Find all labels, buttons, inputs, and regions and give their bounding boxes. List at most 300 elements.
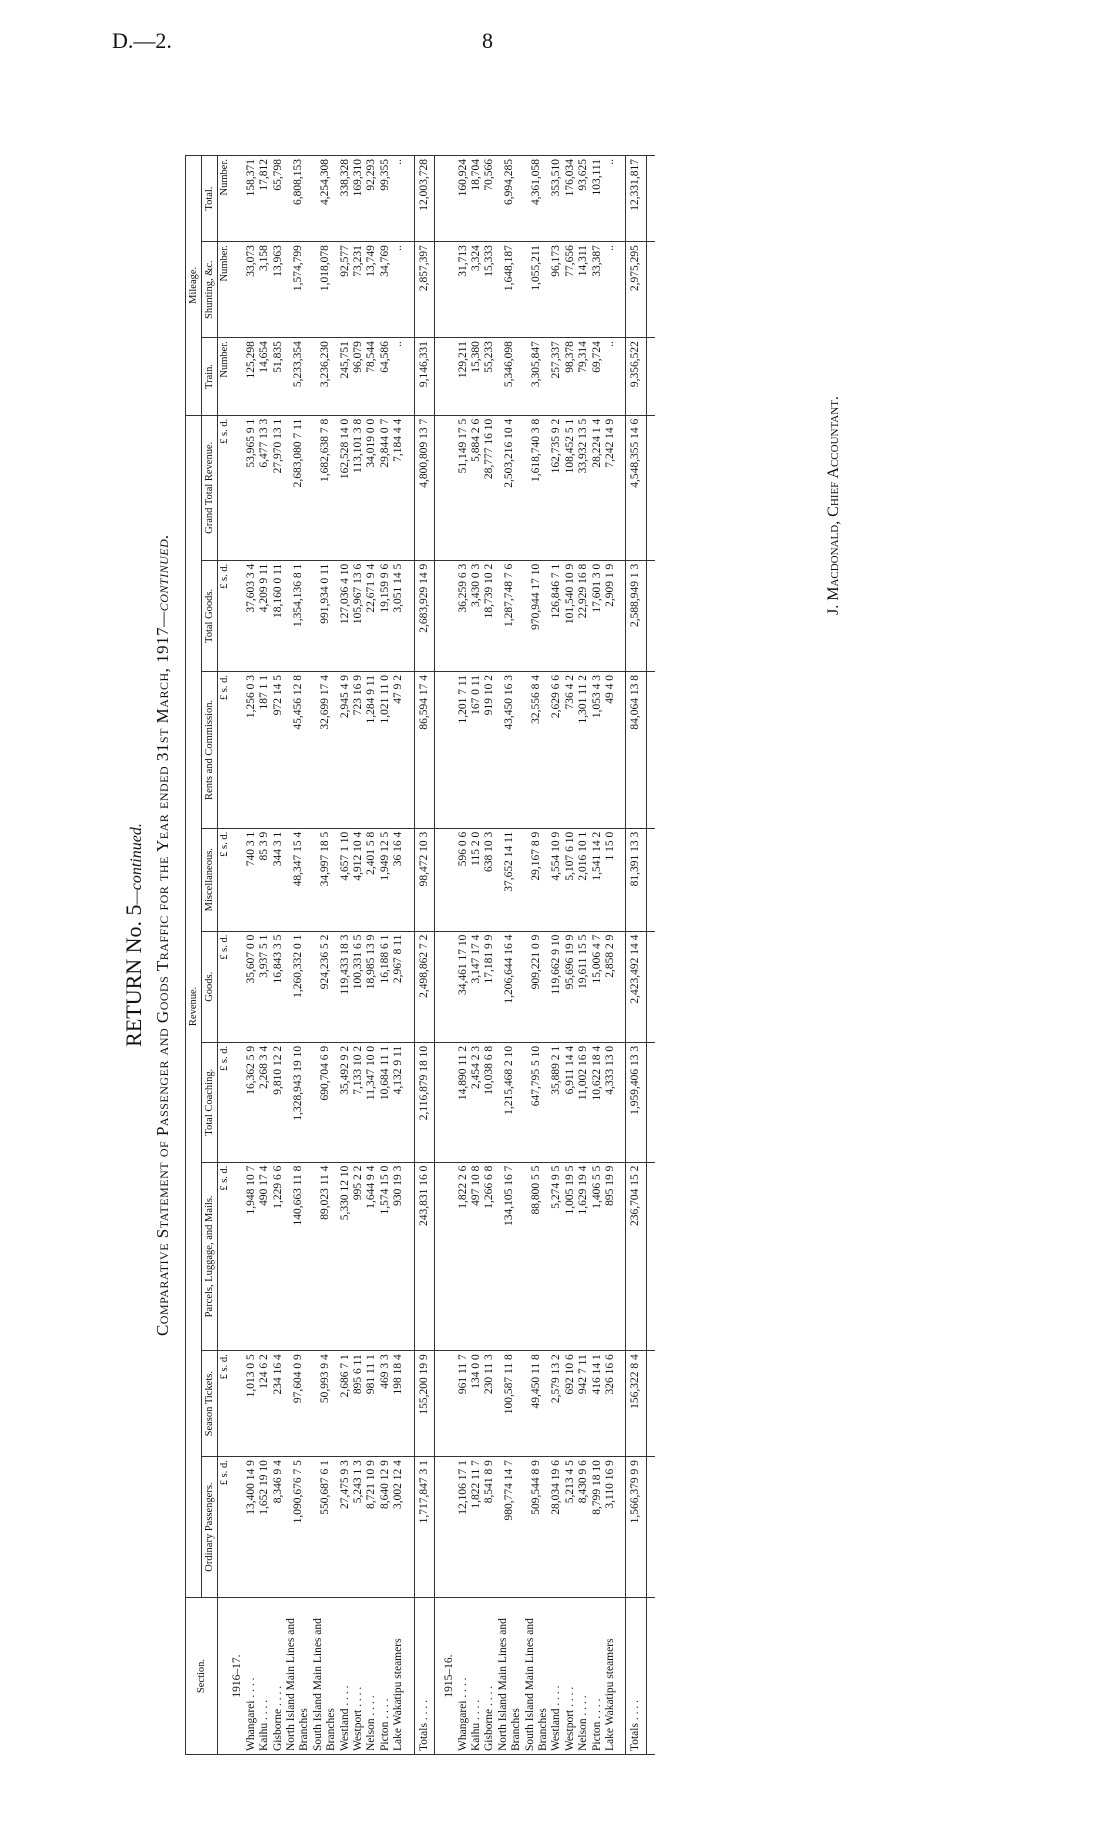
value-cell <box>443 828 456 931</box>
value-cell: 1,053 4 3 <box>591 672 604 829</box>
value-cell: 245,751 <box>339 338 352 416</box>
value-cell: 93,625 <box>577 156 590 242</box>
column-header: Train. <box>202 338 218 416</box>
value-cell: 124 6 2 <box>258 1351 271 1457</box>
value-cell: 5,274 9 5 <box>550 1162 563 1351</box>
section-cell: South Island Main Lines and Branches <box>312 1598 339 1755</box>
value-cell: 1,013 0 5 <box>245 1351 258 1457</box>
value-cell: 37,603 3 4 <box>245 560 258 671</box>
value-cell: 2,503,216 10 4 <box>497 415 524 560</box>
value-cell: 2,498,862 7 2 <box>414 931 434 1042</box>
totals-row <box>414 156 434 1755</box>
value-cell: 550,687 6 1 <box>312 1457 339 1598</box>
value-cell <box>231 338 244 416</box>
value-cell: 35,492 9 2 <box>339 1042 352 1162</box>
value-cell: 65,798 <box>272 156 285 242</box>
value-cell: £ s. d. <box>218 560 232 671</box>
value-cell <box>443 931 456 1042</box>
section-cell: Totals . . . . <box>414 1598 434 1755</box>
value-cell: 9,356,522 <box>626 338 646 416</box>
value-cell: 35,607 0 0 <box>245 931 258 1042</box>
section-cell <box>218 1598 232 1755</box>
value-cell: 1,949 12 5 <box>379 828 392 931</box>
value-cell: 1,717,847 3 1 <box>414 1457 434 1598</box>
year-row <box>231 156 244 1755</box>
value-cell <box>406 338 415 416</box>
value-cell: 11,002 16 9 <box>577 1042 590 1162</box>
value-cell: 34,461 17 10 <box>457 931 470 1042</box>
value-cell: 2,579 13 2 <box>550 1351 563 1457</box>
value-cell: 167 0 11 <box>470 672 483 829</box>
section-header: Section. <box>186 1598 218 1755</box>
value-cell <box>231 1351 244 1457</box>
column-header: Parcels, Luggage, and Mails. <box>202 1162 218 1351</box>
table-row <box>312 156 339 1755</box>
value-cell: 3,147 17 4 <box>470 931 483 1042</box>
value-cell: 3,110 16 9 <box>604 1457 617 1598</box>
value-cell: 33,387 <box>591 242 604 338</box>
value-cell: 125,298 <box>245 338 258 416</box>
table-row <box>497 156 524 1755</box>
value-cell: 187 1 1 <box>258 672 271 829</box>
return-title-continued: —continued. <box>128 823 145 905</box>
spacer-row <box>435 156 444 1755</box>
value-cell: 51,835 <box>272 338 285 416</box>
value-cell: £ s. d. <box>218 1042 232 1162</box>
value-cell: 8,799 18 10 <box>591 1457 604 1598</box>
column-header: Total Goods. <box>202 560 218 671</box>
value-cell: 243,831 16 0 <box>414 1162 434 1351</box>
value-cell: 972 14 5 <box>272 672 285 829</box>
value-cell: 1,055,211 <box>524 242 551 338</box>
statement-title-continued: —continued. <box>153 533 172 627</box>
section-cell: Gisborne . . . . <box>483 1598 496 1755</box>
value-cell: 134 0 0 <box>470 1351 483 1457</box>
table-row <box>379 156 392 1755</box>
value-cell: 9,146,331 <box>414 338 434 416</box>
value-cell <box>617 242 626 338</box>
value-cell: 980,774 14 7 <box>497 1457 524 1598</box>
value-cell <box>231 560 244 671</box>
value-cell: 2,857,397 <box>414 242 434 338</box>
value-cell: 77,656 <box>564 242 577 338</box>
value-cell: 34,769 <box>379 242 392 338</box>
value-cell: 8,430 9 6 <box>577 1457 590 1598</box>
value-cell: 1,644 9 4 <box>365 1162 378 1351</box>
value-cell: 92,577 <box>339 242 352 338</box>
section-cell: North Island Main Lines and Branches <box>497 1598 524 1755</box>
value-cell: Number. <box>218 242 232 338</box>
value-cell: 2,016 10 1 <box>577 828 590 931</box>
value-cell: 8,346 9 4 <box>272 1457 285 1598</box>
value-cell: 176,034 <box>564 156 577 242</box>
value-cell: 49 4 0 <box>604 672 617 829</box>
column-header: Goods. <box>202 931 218 1042</box>
value-cell: 95,696 19 9 <box>564 931 577 1042</box>
value-cell <box>443 1457 456 1598</box>
value-cell <box>646 560 655 671</box>
section-cell: Lake Wakatipu steamers <box>392 1598 405 1755</box>
value-cell: Number. <box>218 156 232 242</box>
value-cell: 3,937 5 1 <box>258 931 271 1042</box>
table-row <box>245 156 258 1755</box>
value-cell: 78,544 <box>365 338 378 416</box>
value-cell <box>406 560 415 671</box>
value-cell: 17,181 9 9 <box>483 931 496 1042</box>
value-cell: 596 0 6 <box>457 828 470 931</box>
value-cell: 2,268 3 4 <box>258 1042 271 1162</box>
table-row <box>470 156 483 1755</box>
value-cell <box>435 560 444 671</box>
value-cell <box>231 156 244 242</box>
value-cell: 4,361,058 <box>524 156 551 242</box>
value-cell: 7,184 4 4 <box>392 415 405 560</box>
statement-title-text: Comparative Statement of Passenger and Goods Traffic for the Year ended 31st March, 1917 <box>153 626 172 1337</box>
value-cell <box>443 560 456 671</box>
value-cell: 942 7 11 <box>577 1351 590 1457</box>
value-cell <box>435 1457 444 1598</box>
table-row <box>339 156 352 1755</box>
section-cell: 1915–16. <box>443 1598 456 1755</box>
value-cell <box>406 931 415 1042</box>
value-cell: 53,965 9 1 <box>245 415 258 560</box>
value-cell: 162,528 14 0 <box>339 415 352 560</box>
value-cell: 8,541 8 9 <box>483 1457 496 1598</box>
value-cell: 919 10 2 <box>483 672 496 829</box>
value-cell: 5,346,098 <box>497 338 524 416</box>
value-cell <box>406 828 415 931</box>
value-cell: 1,229 6 6 <box>272 1162 285 1351</box>
value-cell: 3,305,847 <box>524 338 551 416</box>
value-cell <box>646 1457 655 1598</box>
table-row <box>550 156 563 1755</box>
section-cell: Kaihu . . . . <box>258 1598 271 1755</box>
value-cell: 129,211 <box>457 338 470 416</box>
value-cell: 1,406 5 5 <box>591 1162 604 1351</box>
table-row <box>285 156 312 1755</box>
value-cell: 12,106 17 1 <box>457 1457 470 1598</box>
value-cell <box>406 156 415 242</box>
value-cell: 236,704 15 2 <box>626 1162 646 1351</box>
value-cell: 2,116,879 18 10 <box>414 1042 434 1162</box>
value-cell <box>435 1351 444 1457</box>
value-cell: 2,858 2 9 <box>604 931 617 1042</box>
section-cell: Gisborne . . . . <box>272 1598 285 1755</box>
section-cell: Westport . . . . <box>352 1598 365 1755</box>
value-cell: 3,324 <box>470 242 483 338</box>
value-cell: 1,822 2 6 <box>457 1162 470 1351</box>
column-header: Rents and Commission. <box>202 672 218 829</box>
value-cell <box>406 1042 415 1162</box>
value-cell: 50,993 9 4 <box>312 1351 339 1457</box>
value-cell: 344 3 1 <box>272 828 285 931</box>
value-cell: 12,003,728 <box>414 156 434 242</box>
value-cell: 92,293 <box>365 156 378 242</box>
value-cell: 1,287,748 7 6 <box>497 560 524 671</box>
value-cell <box>406 1351 415 1457</box>
value-cell <box>646 156 655 242</box>
value-cell: 12,331,817 <box>626 156 646 242</box>
value-cell <box>646 1351 655 1457</box>
table-row <box>591 156 604 1755</box>
value-cell: 2,423,492 14 4 <box>626 931 646 1042</box>
value-cell: 113,101 3 8 <box>352 415 365 560</box>
value-cell: 14,890 11 2 <box>457 1042 470 1162</box>
value-cell: 353,510 <box>550 156 563 242</box>
value-cell: 73,231 <box>352 242 365 338</box>
value-cell: 2,629 6 6 <box>550 672 563 829</box>
value-cell: 1,256 0 3 <box>245 672 258 829</box>
column-header: Total Coaching. <box>202 1042 218 1162</box>
value-cell: 81,391 13 3 <box>626 828 646 931</box>
value-cell <box>231 931 244 1042</box>
value-cell: 1,682,638 7 8 <box>312 415 339 560</box>
value-cell <box>443 156 456 242</box>
value-cell: 8,640 12 9 <box>379 1457 392 1598</box>
value-cell: 70,566 <box>483 156 496 242</box>
value-cell <box>617 338 626 416</box>
value-cell: 5,107 6 10 <box>564 828 577 931</box>
value-cell: 970,944 17 10 <box>524 560 551 671</box>
value-cell: 14,654 <box>258 338 271 416</box>
section-cell: Westland . . . . <box>550 1598 563 1755</box>
value-cell: 15,333 <box>483 242 496 338</box>
value-cell: 6,808,153 <box>285 156 312 242</box>
value-cell: 28,224 1 4 <box>591 415 604 560</box>
value-cell: 100,331 6 5 <box>352 931 365 1042</box>
totals-row <box>626 156 646 1755</box>
section-cell <box>646 1598 655 1755</box>
spacer-row <box>406 156 415 1755</box>
value-cell <box>617 828 626 931</box>
value-cell: 895 6 11 <box>352 1351 365 1457</box>
value-cell: 108,452 5 1 <box>564 415 577 560</box>
value-cell: 3,158 <box>258 242 271 338</box>
value-cell <box>443 1351 456 1457</box>
section-cell: Lake Wakatipu steamers <box>604 1598 617 1755</box>
value-cell: 2,909 1 9 <box>604 560 617 671</box>
statement-title <box>153 85 173 1785</box>
value-cell: 469 3 3 <box>379 1351 392 1457</box>
revenue-header: Revenue. <box>186 415 202 1597</box>
value-cell: 4,912 10 4 <box>352 828 365 931</box>
value-cell: 1,206,644 16 4 <box>497 931 524 1042</box>
value-cell: 18,160 0 11 <box>272 560 285 671</box>
value-cell: 4,554 10 9 <box>550 828 563 931</box>
value-cell: 2,683,929 14 9 <box>414 560 434 671</box>
column-header: Season Tickets. <box>202 1351 218 1457</box>
value-cell: 723 16 9 <box>352 672 365 829</box>
value-cell: 51,149 17 5 <box>457 415 470 560</box>
value-cell: 234 16 4 <box>272 1351 285 1457</box>
value-cell: 981 11 1 <box>365 1351 378 1457</box>
value-cell <box>231 415 244 560</box>
value-cell: 101,540 10 9 <box>564 560 577 671</box>
value-cell: 5,233,354 <box>285 338 312 416</box>
spacer-row <box>617 156 626 1755</box>
value-cell: 34,997 18 5 <box>312 828 339 931</box>
value-cell <box>617 1042 626 1162</box>
value-cell: 1,648,187 <box>497 242 524 338</box>
table-row <box>352 156 365 1755</box>
value-cell: £ s. d. <box>218 1351 232 1457</box>
value-cell: .. <box>392 242 405 338</box>
section-cell: Nelson . . . . <box>365 1598 378 1755</box>
value-cell: 1,566,379 9 9 <box>626 1457 646 1598</box>
value-cell: 13,749 <box>365 242 378 338</box>
value-cell <box>646 828 655 931</box>
value-cell: 1,328,943 19 10 <box>285 1042 312 1162</box>
column-header: Shunting, &c. <box>202 242 218 338</box>
value-cell: 4,132 9 11 <box>392 1042 405 1162</box>
section-cell: Whangarei . . . . <box>457 1598 470 1755</box>
value-cell <box>443 242 456 338</box>
value-cell: 1,018,078 <box>312 242 339 338</box>
value-cell: 19,159 9 6 <box>379 560 392 671</box>
value-cell: 2,975,295 <box>626 242 646 338</box>
value-cell: 100,587 11 8 <box>497 1351 524 1457</box>
section-cell <box>406 1598 415 1755</box>
value-cell: 4,548,355 14 6 <box>626 415 646 560</box>
value-cell <box>231 242 244 338</box>
column-header: Miscellaneous. <box>202 828 218 931</box>
value-cell: 31,713 <box>457 242 470 338</box>
section-cell: Westland . . . . <box>339 1598 352 1755</box>
value-cell <box>406 1162 415 1351</box>
value-cell <box>646 242 655 338</box>
value-cell: 29,844 0 7 <box>379 415 392 560</box>
units-row <box>218 156 232 1755</box>
value-cell: 34,019 0 0 <box>365 415 378 560</box>
column-header: Total. <box>202 156 218 242</box>
section-cell: 1916–17. <box>231 1598 244 1755</box>
value-cell: 85 3 9 <box>258 828 271 931</box>
value-cell: 257,337 <box>550 338 563 416</box>
value-cell: 930 19 3 <box>392 1162 405 1351</box>
value-cell: 1,574,799 <box>285 242 312 338</box>
value-cell: 690,704 6 9 <box>312 1042 339 1162</box>
value-cell: 15,006 4 7 <box>591 931 604 1042</box>
value-cell: 162,735 9 2 <box>550 415 563 560</box>
value-cell: 895 19 9 <box>604 1162 617 1351</box>
value-cell: 15,380 <box>470 338 483 416</box>
value-cell: 8,721 10 9 <box>365 1457 378 1598</box>
value-cell <box>646 1162 655 1351</box>
value-cell: 16,188 6 1 <box>379 931 392 1042</box>
value-cell: 1,618,740 3 8 <box>524 415 551 560</box>
value-cell <box>443 1042 456 1162</box>
value-cell: 1,354,136 8 1 <box>285 560 312 671</box>
value-cell: 1,090,676 7 5 <box>285 1457 312 1598</box>
value-cell <box>435 338 444 416</box>
value-cell: 45,456 12 8 <box>285 672 312 829</box>
mileage-header: Mileage. <box>186 156 202 416</box>
value-cell: 48,347 15 4 <box>285 828 312 931</box>
value-cell: .. <box>392 338 405 416</box>
value-cell <box>435 1162 444 1351</box>
value-cell <box>435 828 444 931</box>
value-cell: 338,328 <box>339 156 352 242</box>
value-cell: 909,221 0 9 <box>524 931 551 1042</box>
value-cell: 11,347 10 0 <box>365 1042 378 1162</box>
value-cell: 1,021 11 0 <box>379 672 392 829</box>
value-cell: 140,663 11 8 <box>285 1162 312 1351</box>
value-cell: £ s. d. <box>218 1457 232 1598</box>
return-title <box>121 85 147 1785</box>
value-cell: 736 4 2 <box>564 672 577 829</box>
value-cell: 961 11 7 <box>457 1351 470 1457</box>
value-cell: 1 15 0 <box>604 828 617 931</box>
value-cell: 3,236,230 <box>312 338 339 416</box>
value-cell: .. <box>604 156 617 242</box>
value-cell: £ s. d. <box>218 672 232 829</box>
value-cell: 14,311 <box>577 242 590 338</box>
value-cell: 638 10 3 <box>483 828 496 931</box>
value-cell <box>435 415 444 560</box>
value-cell <box>231 1162 244 1351</box>
table-row <box>272 156 285 1755</box>
value-cell <box>646 338 655 416</box>
value-cell: 10,684 11 1 <box>379 1042 392 1162</box>
value-cell: 2,401 5 8 <box>365 828 378 931</box>
section-cell: North Island Main Lines and Branches <box>285 1598 312 1755</box>
value-cell: 1,215,468 2 10 <box>497 1042 524 1162</box>
value-cell: 88,800 5 5 <box>524 1162 551 1351</box>
table-row <box>392 156 405 1755</box>
value-cell: .. <box>604 338 617 416</box>
value-cell <box>443 672 456 829</box>
value-cell: .. <box>604 242 617 338</box>
column-header: Grand Total Revenue. <box>202 415 218 560</box>
value-cell: 16,843 3 5 <box>272 931 285 1042</box>
value-cell: 28,777 16 10 <box>483 415 496 560</box>
value-cell: 156,322 8 4 <box>626 1351 646 1457</box>
value-cell <box>406 242 415 338</box>
value-cell: 2,683,080 7 11 <box>285 415 312 560</box>
value-cell: 490 17 4 <box>258 1162 271 1351</box>
section-cell: Nelson . . . . <box>577 1598 590 1755</box>
value-cell <box>617 1162 626 1351</box>
value-cell: 1,574 15 0 <box>379 1162 392 1351</box>
table-row <box>365 156 378 1755</box>
value-cell: 2,967 8 11 <box>392 931 405 1042</box>
value-cell <box>231 1457 244 1598</box>
value-cell: 2,686 7 1 <box>339 1351 352 1457</box>
value-cell <box>435 156 444 242</box>
value-cell <box>443 415 456 560</box>
traffic-table <box>185 155 655 1755</box>
value-cell <box>406 415 415 560</box>
value-cell: 3,002 12 4 <box>392 1457 405 1598</box>
value-cell: 5,243 1 3 <box>352 1457 365 1598</box>
value-cell: 18,704 <box>470 156 483 242</box>
value-cell <box>617 415 626 560</box>
value-cell: 1,541 14 2 <box>591 828 604 931</box>
value-cell: 1,260,332 0 1 <box>285 931 312 1042</box>
value-cell: 13,963 <box>272 242 285 338</box>
value-cell: 127,036 4 10 <box>339 560 352 671</box>
value-cell: 79,314 <box>577 338 590 416</box>
column-header: Ordinary Passengers. <box>202 1457 218 1598</box>
value-cell: 134,105 16 7 <box>497 1162 524 1351</box>
value-cell: 126,846 7 1 <box>550 560 563 671</box>
value-cell: 6,994,285 <box>497 156 524 242</box>
value-cell: 22,671 9 4 <box>365 560 378 671</box>
value-cell: 160,924 <box>457 156 470 242</box>
value-cell: 692 10 6 <box>564 1351 577 1457</box>
value-cell: 924,236 5 2 <box>312 931 339 1042</box>
value-cell: 49,450 11 8 <box>524 1351 551 1457</box>
